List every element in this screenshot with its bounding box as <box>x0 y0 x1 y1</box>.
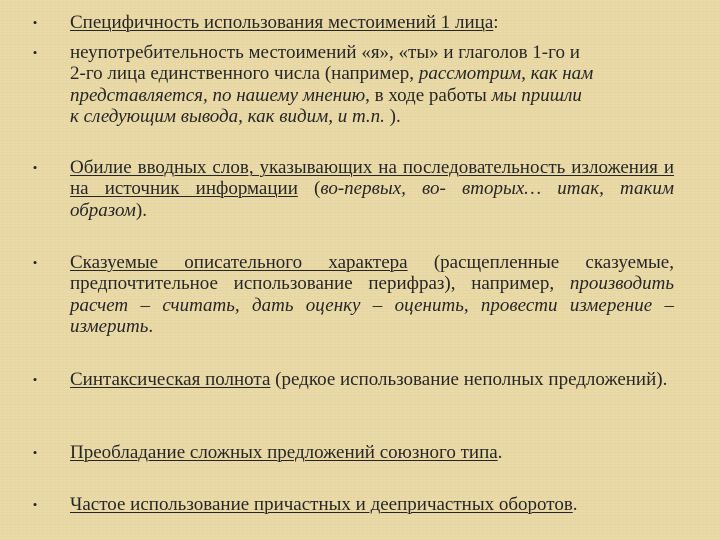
item-text: Обилие вводных слов, указывающих на последовательность изложения и на источник информации (во-первых, во- вторых… итак, таким образом). <box>70 157 674 221</box>
item-heading: Преобладание сложных предложений союзного типа <box>70 442 498 463</box>
bullet-icon: • <box>32 445 38 460</box>
item-text: Преобладание сложных предложений союзного типа. <box>70 442 503 463</box>
bullet-icon: • <box>32 497 38 512</box>
item-heading: Специфичность использования местоимений 1 лица <box>70 12 494 33</box>
item-text: Специфичность использования местоимений 1 лица: <box>70 12 499 33</box>
item-text: Частое использование причастных и деепричастных оборотов. <box>70 494 578 515</box>
item-text: Сказуемые описательного характера (расщепленные сказуемые, предпочтительное использование перифраз), например, производить расчет – считать, дать оценку – оценить, провести измерение – измерить. <box>70 252 674 338</box>
bullet-icon: • <box>32 45 38 60</box>
bullet-icon: • <box>32 372 38 387</box>
item-heading: Частое использование причастных и деепричастных оборотов <box>70 494 573 515</box>
item-text: Синтаксическая полнота (редкое использование неполных предложений). <box>70 369 668 390</box>
item-heading: Обилие вводных слов, указывающих на последовательность изложения и на источник информации <box>70 157 674 200</box>
item-heading: Синтаксическая полнота <box>70 369 271 390</box>
bullet-icon: • <box>32 15 38 30</box>
bullet-icon: • <box>32 160 38 175</box>
item-heading: Сказуемые описательного характера <box>70 252 408 273</box>
item-text: неупотребительность местоимений «я», «ты» и глаголов 1-го и 2-го лица единственного числа (например, рассмотрим, как нам представляется, по нашему мнению, в ходе работы мы пришли к следующим вывода, как видим, и т.п. ). <box>70 42 594 128</box>
bullet-icon: • <box>32 255 38 270</box>
